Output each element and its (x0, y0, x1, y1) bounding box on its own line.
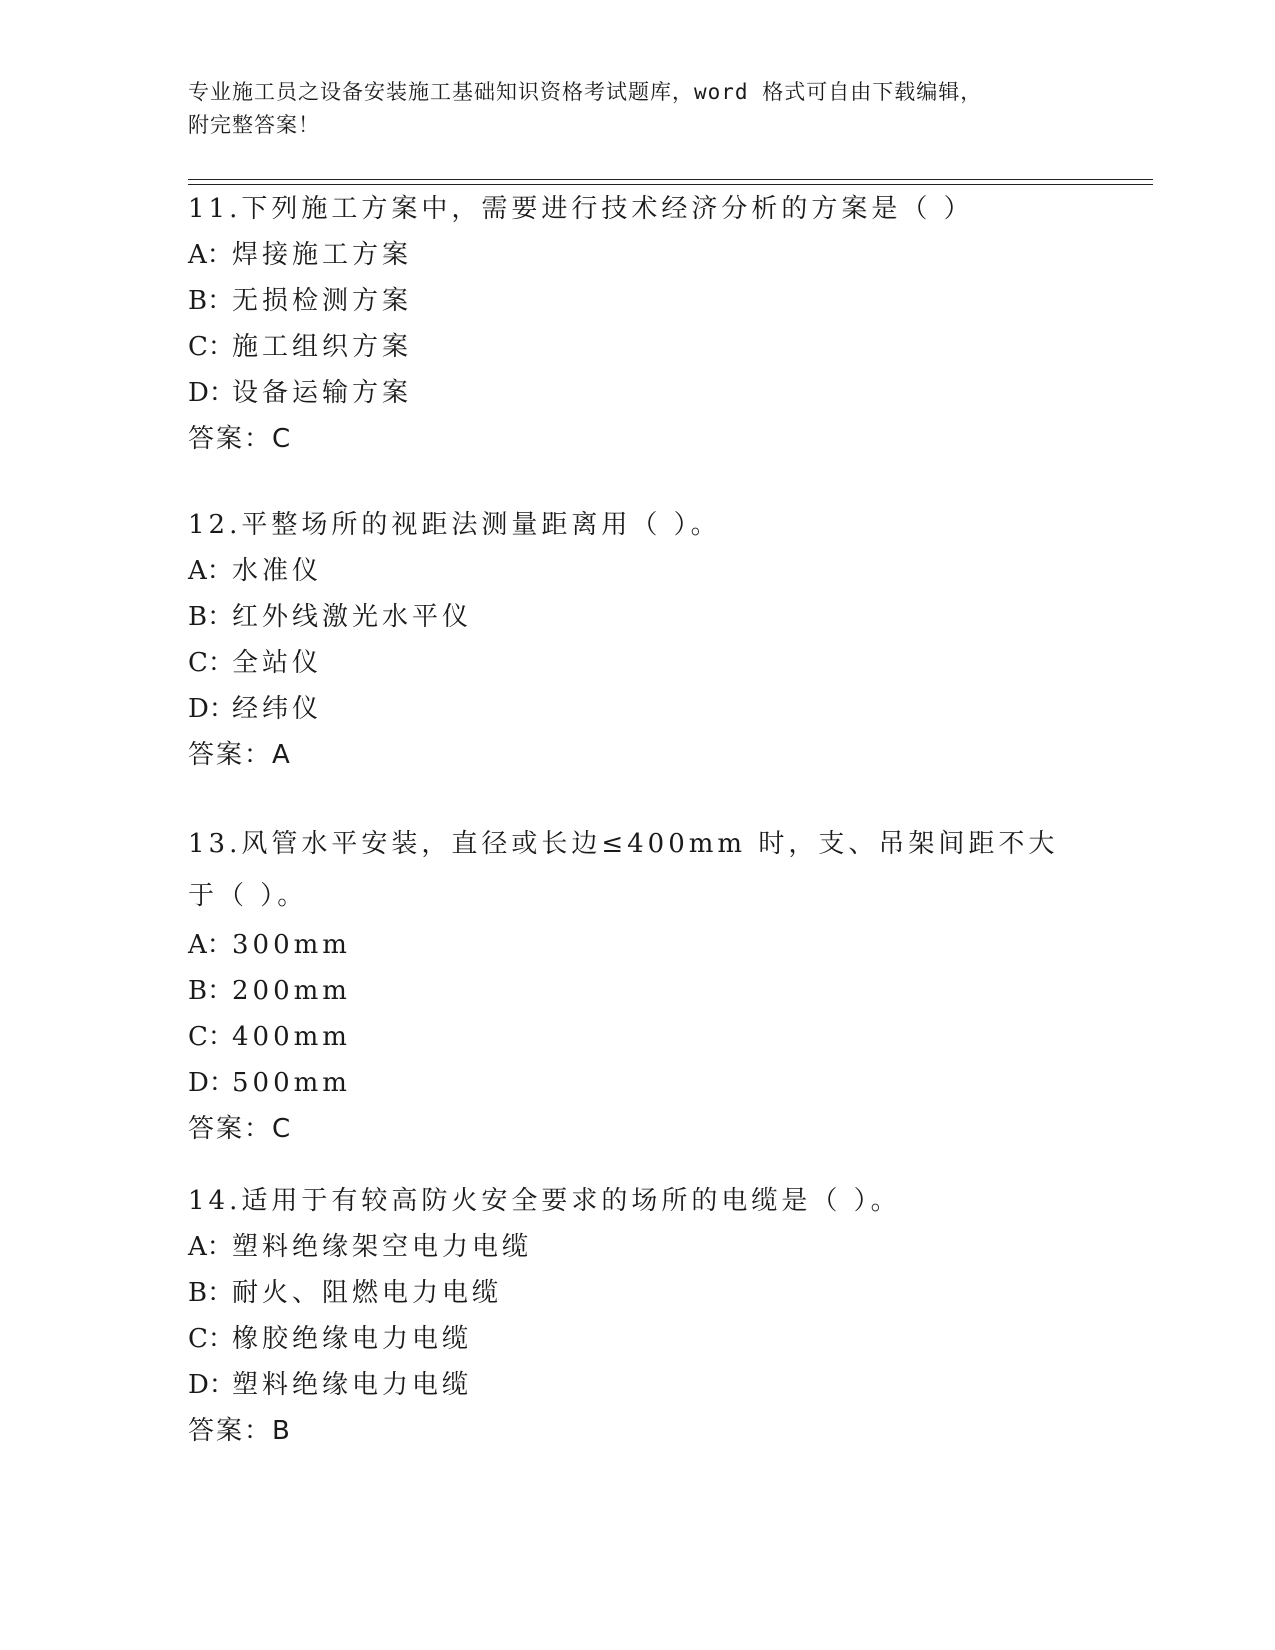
option-letter: B： (188, 976, 234, 1006)
option-text: 塑料绝缘电力电缆 (232, 1370, 473, 1400)
question-13 (188, 818, 1088, 1152)
option-c (188, 1014, 1088, 1060)
question-11 (188, 186, 1088, 462)
option-text: 塑料绝缘架空电力电缆 (232, 1232, 533, 1262)
option-b (188, 278, 1088, 324)
header-line-2: 附完整答案！ (188, 113, 320, 137)
question-12 (188, 502, 1088, 778)
option-d (188, 686, 1088, 732)
option-letter: B： (188, 602, 234, 632)
option-b (188, 594, 1088, 640)
question-stem: 12.平整场所的视距法测量距离用（ ）。 (188, 510, 721, 540)
document-header (188, 76, 1088, 142)
option-text: 400mm (232, 1022, 351, 1052)
option-text: 300mm (232, 930, 351, 960)
option-c (188, 1316, 1088, 1362)
option-letter: C： (188, 1022, 234, 1052)
option-text: 焊接施工方案 (232, 240, 413, 270)
question-stem: 14.适用于有较高防火安全要求的场所的电缆是（ ）。 (188, 1186, 901, 1216)
option-letter: A： (188, 1232, 233, 1262)
option-letter: A： (188, 930, 233, 960)
header-divider-top (188, 179, 1153, 180)
header-divider-bottom (188, 184, 1153, 185)
option-letter: D： (188, 378, 235, 408)
option-b (188, 1270, 1088, 1316)
option-a (188, 548, 1088, 594)
option-letter: C： (188, 648, 234, 678)
option-a (188, 232, 1088, 278)
option-letter: B： (188, 286, 234, 316)
option-a (188, 922, 1088, 968)
option-text: 全站仪 (232, 648, 323, 678)
option-text: 红外线激光水平仪 (232, 602, 473, 632)
option-b (188, 968, 1088, 1014)
option-letter: A： (188, 240, 233, 270)
answer-label: 答案：B (188, 1416, 292, 1446)
option-letter: C： (188, 1324, 234, 1354)
option-text: 经纬仪 (232, 694, 323, 724)
answer-label: 答案：C (188, 424, 293, 454)
option-text: 设备运输方案 (232, 378, 413, 408)
question-14 (188, 1178, 1088, 1454)
option-text: 耐火、阻燃电力电缆 (232, 1278, 503, 1308)
option-c (188, 640, 1088, 686)
option-d (188, 370, 1088, 416)
option-text: 200mm (232, 976, 351, 1006)
option-text: 施工组织方案 (232, 332, 413, 362)
option-c (188, 324, 1088, 370)
option-text: 橡胶绝缘电力电缆 (232, 1324, 473, 1354)
option-letter: D： (188, 1370, 235, 1400)
answer-label: 答案：A (188, 740, 292, 770)
option-text: 500mm (232, 1068, 351, 1098)
option-letter: C： (188, 332, 234, 362)
option-text: 水准仪 (232, 556, 323, 586)
option-letter: D： (188, 694, 235, 724)
question-stem: 13.风管水平安装，直径或长边≤400mm 时，支、吊架间距不大于（ ）。 (188, 829, 1059, 911)
option-letter: B： (188, 1278, 234, 1308)
option-letter: D： (188, 1068, 235, 1098)
answer-label: 答案：C (188, 1114, 293, 1144)
option-text: 无损检测方案 (232, 286, 413, 316)
question-stem: 11.下列施工方案中，需要进行技术经济分析的方案是（ ） (188, 194, 974, 224)
option-d (188, 1060, 1088, 1106)
option-letter: A： (188, 556, 233, 586)
option-d (188, 1362, 1088, 1408)
option-a (188, 1224, 1088, 1270)
header-line-1: 专业施工员之设备安装施工基础知识资格考试题库，word 格式可自由下载编辑， (188, 80, 983, 104)
